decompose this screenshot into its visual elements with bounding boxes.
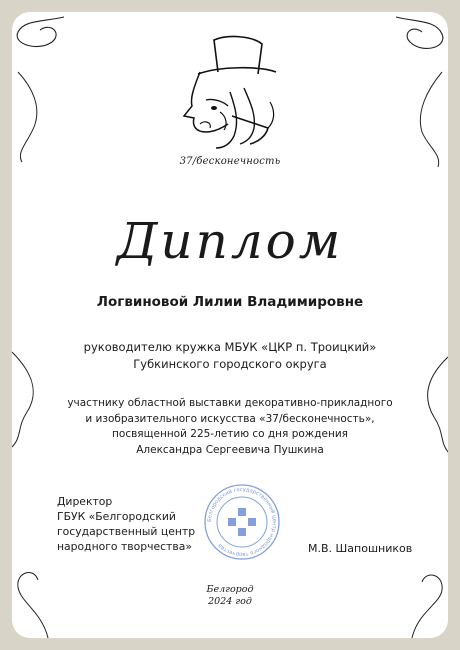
role-line-1: руководителю кружка МБУК «ЦКР п. Троицкий» xyxy=(83,340,377,354)
diploma-sheet xyxy=(12,12,448,638)
pushkin-portrait-logo xyxy=(170,32,290,152)
description-line-2: и изобразительного искусства «37/бесконечность», xyxy=(85,412,375,425)
director-line-1: Директор xyxy=(57,495,113,508)
official-stamp xyxy=(202,482,282,562)
description-line-3: посвященной 225-летию со дня рождения xyxy=(112,428,348,440)
logo-caption: 37/бесконечность xyxy=(179,156,281,167)
description-line-4: Александра Сергеевича Пушкина xyxy=(136,443,324,456)
director-line-2: ГБУК «Белгородский xyxy=(57,510,176,523)
recipient-name: Логвиновой Лилии Владимировне xyxy=(96,294,364,310)
description-line-1: участнику областной выставки декоративно-прикладного xyxy=(67,397,393,409)
award-description xyxy=(12,396,448,458)
signer-name: М.В. Шапошников xyxy=(308,542,413,555)
place-and-year xyxy=(12,584,448,608)
recipient-role xyxy=(12,339,448,373)
role-line-2: Губкинского городского округа xyxy=(133,357,327,371)
director-line-3: государственный центр xyxy=(57,525,196,538)
director-line-4: народного творчества» xyxy=(57,540,192,553)
footer-city: Белгород xyxy=(206,584,254,595)
footer-year: 2024 год xyxy=(208,596,252,607)
director-block xyxy=(57,494,195,554)
diploma-title: Диплом xyxy=(116,212,344,270)
stamp-text: Белгородский государственный центр народного творчества xyxy=(206,486,278,558)
